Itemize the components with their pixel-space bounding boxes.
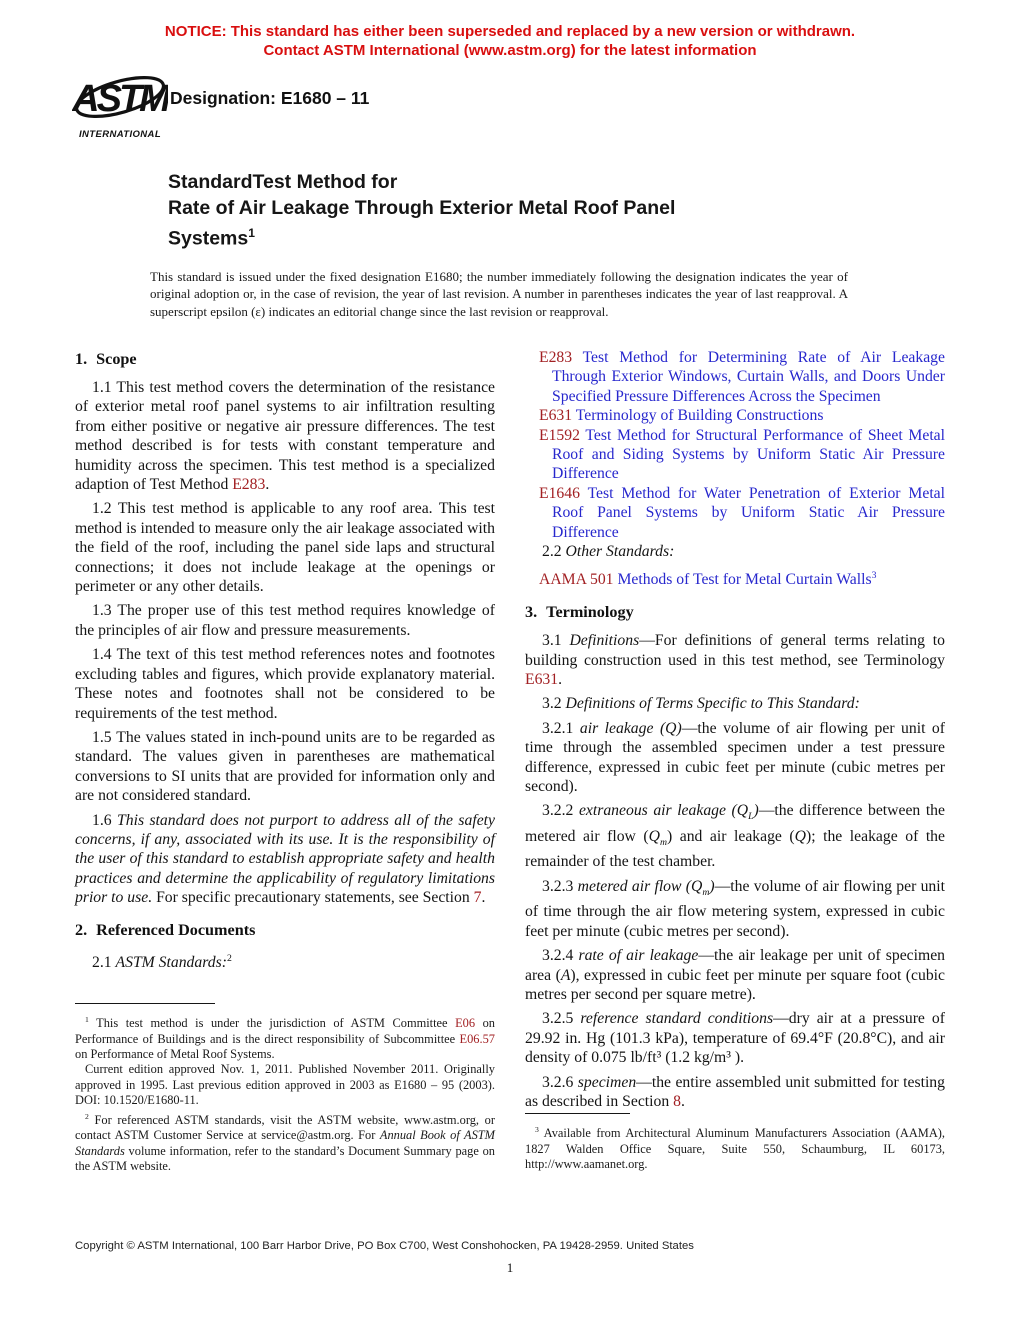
text-segment: —the air leakage per unit of specimen area (: [525, 947, 946, 984]
link-E1646-title[interactable]: Test Method for Water Penetration of Exterior Metal Roof Panel Systems by Uniform Static Air Pressure Difference: [552, 484, 945, 541]
reference-E1592: [525, 426, 945, 484]
title-systems: Systems: [168, 227, 249, 250]
terminology-heading: [525, 603, 945, 622]
link-E06[interactable]: E06: [455, 1016, 476, 1031]
para-3-2-1: [525, 719, 945, 797]
link-AAMA-501[interactable]: AAMA 501: [539, 571, 614, 589]
text-segment: 3.2.1: [542, 719, 580, 737]
text-segment: on Performance of Metal Roof Systems.: [75, 1046, 275, 1061]
text-segment: 1.: [75, 350, 88, 368]
title-footnote-marker: 1: [248, 226, 255, 240]
text-segment: 1: [85, 1015, 89, 1024]
link-AAMA-501-title[interactable]: Methods of Test for Metal Curtain Walls: [613, 571, 872, 589]
reference-E1646: [525, 484, 945, 542]
para-1-6: [75, 811, 495, 908]
link-E631[interactable]: E631: [525, 670, 559, 688]
left-column: [75, 348, 495, 977]
para-3-2: [525, 694, 945, 713]
astm-logo: [72, 68, 168, 140]
para-1-4: [75, 645, 495, 723]
text-segment: metered air flow (Q: [577, 877, 703, 895]
footnote-2: [75, 1109, 495, 1175]
text-segment: Q: [648, 827, 660, 845]
scope-heading: [75, 350, 495, 369]
text-segment: extraneous air leakage (Q: [578, 802, 749, 820]
reference-E631: [525, 406, 945, 425]
para-3-2-3: [525, 877, 945, 941]
text-segment: 3: [535, 1125, 539, 1134]
text-segment: 1.5 The values stated in inch-pound units are to be regarded as standard. The values given in parentheses are mathematical conversions to SI units that are provided for information only and are not considered standard.: [75, 728, 495, 805]
text-segment: —the difference between the metered air flow (: [525, 802, 945, 845]
page-number: 1: [506, 1260, 514, 1275]
text-segment: L: [748, 811, 754, 823]
text-segment: rate of air leakage: [578, 947, 699, 965]
right-column: [525, 348, 945, 1116]
text-segment: 3.1: [542, 632, 570, 650]
link-E1592-title[interactable]: Test Method for Structural Performance of Sheet Metal Roof and Siding Systems by Uniform Static Air Pressure Difference: [552, 426, 945, 483]
text-segment: .: [680, 1093, 685, 1111]
text-segment: 1.3 The proper use of this test method requires knowledge of the principles of air flow and pressure measurements.: [75, 602, 495, 639]
link-E283[interactable]: E283: [232, 476, 266, 494]
text-segment: This standard does not purport to address all of the safety concerns, if any, associated with its use. It is the responsibility of the user of this standard to establish appropriate safety and health practices and determine the applicability of regulatory limitations prior to use.: [75, 811, 495, 907]
title-block: [168, 170, 828, 252]
text-segment: Current edition approved Nov. 1, 2011. Published November 2011. Originally approved in 1995. Last previous edition approved in 2003 as E1680 – 95 (2003). DOI: 10.1520/E1680-11.: [75, 1062, 495, 1108]
text-segment: 2.: [75, 920, 88, 939]
text-segment: For referenced ASTM standards, visit the ASTM website, www.astm.org, or contact ASTM Customer Service at service@astm.org. For: [75, 1112, 495, 1143]
footnote-3: [525, 1122, 945, 1172]
text-segment: on Performance of Buildings and is the direct responsibility of Subcommittee: [75, 1016, 495, 1046]
designation: Designation: E1680 – 11: [170, 88, 370, 108]
text-segment: .: [481, 889, 486, 907]
text-segment: m: [702, 887, 710, 898]
text-segment: —the entire assembled unit submitted for testing as described in Section: [525, 1073, 945, 1111]
text-segment: Q: [794, 827, 806, 845]
notice-line-1: NOTICE: This standard has either been superseded and replaced by a new version or withdrawn.: [164, 23, 856, 40]
superseded-notice: [0, 22, 1020, 60]
text-segment: Definitions: [569, 632, 640, 650]
text-segment: 1.2 This test method is applicable to any roof area. This test method is intended to measure only the air leakage associated with the field of the roof, including the panel side laps and structural connections; it does not include leakage at the openings or perimeter or any other details.: [75, 500, 495, 596]
text-segment: 2: [85, 1111, 89, 1121]
title-line-1: StandardTest Method for: [168, 171, 398, 193]
astm-logo-graphic: [72, 68, 168, 130]
para-2-1: [75, 949, 495, 973]
copyright-line: Copyright © ASTM International, 100 Barr Harbor Drive, PO Box C700, West Conshohocken, PA 19428-2959. United States: [75, 1240, 694, 1252]
para-1-3: [75, 601, 495, 640]
para-3-2-2: [525, 801, 945, 872]
title-line-3: [168, 221, 828, 252]
text-segment: 3.: [525, 603, 538, 622]
issuing-note: This standard is issued under the fixed designation E1680; the number immediately following the designation indicates the year of original adoption or, in the case of revision, the year of last revision. A number in parentheses indicates the year of last reapproval. A superscript epsilon (ε) indicates an editorial change since the last revision or reapproval.: [150, 269, 848, 319]
para-3-2-6: [525, 1073, 945, 1112]
link-section-8[interactable]: 8: [673, 1093, 681, 1111]
text-segment: .: [265, 476, 270, 494]
para-1-1: [75, 378, 495, 494]
text-segment: —the volume of air flowing per unit of time through the assembled specimen under a test pressure difference, expressed in cubic feet per minute (cubic metres per second).: [525, 719, 946, 795]
footnotes-right: [525, 1113, 945, 1172]
text-segment: 3.2.4: [542, 947, 579, 965]
text-segment: 1.1 This test method covers the determination of the resistance of exterior metal roof panel systems to air infiltration resulting from either positive or negative air pressure differences. The test method described is for tests with constant temperature and humidity across the specimen. This test method is a specialized adaption of Test Method: [75, 379, 495, 494]
text-segment: ), expressed in cubic feet per minute per square foot (cubic metres per second per square metre).: [525, 966, 945, 1004]
notice-line-2: Contact ASTM International (www.astm.org) for the latest information: [263, 42, 757, 59]
link-section-7[interactable]: 7: [473, 889, 482, 907]
text-segment: ): [709, 877, 715, 895]
para-1-5: [75, 728, 495, 806]
footnotes-left: [75, 1003, 495, 1174]
text-segment: 3: [871, 570, 877, 582]
text-segment: 3.2.2: [542, 802, 579, 820]
text-segment: 3.2: [542, 695, 566, 713]
title-line-2: Rate of Air Leakage Through Exterior Metal Roof Panel: [168, 196, 676, 219]
text-segment: ): [753, 802, 759, 820]
astm-logo-international: INTERNATIONAL: [78, 129, 162, 140]
para-1-2: [75, 499, 495, 596]
footnote-1-edition: [75, 1062, 495, 1108]
footnote-1: [75, 1012, 495, 1062]
link-E1646[interactable]: E1646: [539, 484, 580, 502]
astm-logo-text: ASTM: [72, 78, 168, 120]
text-segment: Referenced Documents: [96, 920, 256, 939]
text-segment: —the volume of air flowing per unit of time through the air flow metering system, expressed in cubic feet per minute (cubic metres per second).: [525, 877, 945, 940]
text-segment: —dry air at a pressure of 29.92 in. Hg (101.3 kPa), temperature of 69.4°F (20.8°C), and air density of 0.075 lb/ft³ (1.2 kg/m³ ).: [525, 1010, 945, 1067]
text-segment: 2: [226, 952, 232, 964]
text-segment: Available from Architectural Aluminum Manufacturers Association (AAMA), 1827 Walden Office Square, Suite 550, Schaumburg, IL 60173, http://www.aamanet.org.: [525, 1126, 945, 1171]
para-3-2-5: [525, 1009, 945, 1067]
text-segment: 1.4 The text of this test method references notes and footnotes excluding tables and figures, which provide explanatory material. These notes and footnotes shall not be considered to be requirements of the test method.: [75, 646, 495, 722]
text-segment: 3.2.3: [542, 877, 578, 895]
text-segment: reference standard conditions: [580, 1010, 774, 1028]
referenced-documents-heading: [75, 921, 495, 940]
text-segment: Annual Book of ASTM Standards: [75, 1128, 496, 1158]
text-segment: air leakage (Q): [579, 719, 682, 737]
para-2-2: [525, 542, 945, 561]
text-segment: 3.2.5: [542, 1010, 581, 1028]
para-3-1: [525, 631, 945, 689]
text-segment: This test method is under the jurisdiction of ASTM Committee: [88, 1016, 456, 1031]
text-segment: specimen: [577, 1073, 637, 1091]
reference-E283: [525, 348, 945, 406]
text-segment: Other Standards:: [565, 543, 675, 561]
link-E631-title[interactable]: Terminology of Building Constructions: [572, 407, 824, 425]
text-segment: 3.2.6: [542, 1073, 578, 1091]
text-segment: ); the leakage of the remainder of the test chamber.: [525, 827, 945, 871]
link-E283-title[interactable]: Test Method for Determining Rate of Air Leakage Through Exterior Windows, Curtain Walls, and Doors Under Specified Pressure Differences Across the Specimen: [552, 349, 945, 405]
text-segment: A: [560, 966, 571, 984]
text-segment: ) and air leakage (: [667, 827, 795, 845]
text-segment: m: [659, 837, 667, 849]
text-segment: .: [558, 670, 563, 688]
text-segment: Scope: [96, 350, 137, 368]
text-segment: ASTM Standards:: [115, 953, 227, 971]
footnote-rule-left: [75, 1003, 215, 1004]
link-E1592[interactable]: E1592: [539, 426, 580, 444]
link-E631[interactable]: E631: [539, 407, 573, 425]
link-E283[interactable]: E283: [539, 349, 573, 366]
reference-AAMA-501: [525, 566, 945, 590]
text-segment: 2.2: [542, 543, 566, 561]
footnote-rule-right: [525, 1113, 630, 1114]
para-3-2-4: [525, 946, 945, 1004]
link-E06-57[interactable]: E06.57: [459, 1031, 495, 1046]
text-segment: 1.6: [92, 811, 118, 829]
text-segment: 2.1: [92, 953, 116, 971]
text-segment: For specific precautionary statements, see Section: [152, 889, 474, 907]
text-segment: —For definitions of general terms relating to building construction used in this test method, see Terminology: [525, 632, 945, 669]
text-segment: volume information, refer to the standard’s Document Summary page on the ASTM website.: [75, 1143, 495, 1173]
text-segment: Terminology: [546, 603, 634, 622]
text-segment: Definitions of Terms Specific to This Standard:: [565, 695, 860, 713]
